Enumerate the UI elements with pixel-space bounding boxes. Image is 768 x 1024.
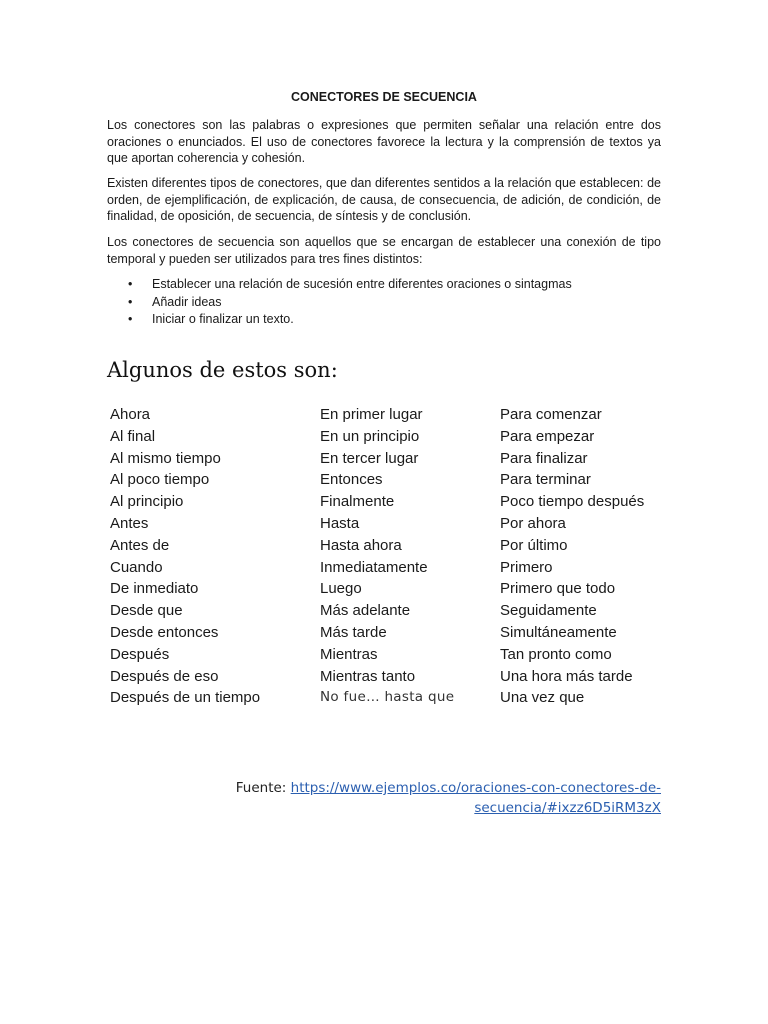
connector-item: Ahora <box>110 406 151 423</box>
list-item <box>107 311 572 329</box>
connector-item: Tan pronto como <box>500 645 612 663</box>
source-link-line-2: secuencia/#ixzz6D5iRM3zX <box>474 800 661 816</box>
purpose-list <box>107 276 572 329</box>
connector-item: Primero <box>500 558 553 576</box>
connector-item: Entonces <box>320 471 383 489</box>
connector-item: Finalmente <box>320 493 395 511</box>
document-title: CONECTORES DE SECUENCIA <box>291 90 477 104</box>
connector-item: Después <box>110 645 170 663</box>
connector-item: Una hora más tarde <box>500 667 633 685</box>
connector-item: Luego <box>320 580 362 598</box>
bullet-icon: • <box>128 312 133 326</box>
connector-item: Antes de <box>110 536 170 554</box>
bullet-icon: • <box>128 277 133 291</box>
connector-item: Seguidamente <box>500 602 597 620</box>
connector-item: Desde que <box>110 602 183 620</box>
connectors-column-1 <box>110 404 260 709</box>
source-link-line-1: https://www.ejemplos.co/oraciones-con-conectores-de- <box>290 780 661 796</box>
list-item <box>107 276 572 294</box>
paragraph-types: Existen diferentes tipos de conectores, que dan diferentes sentidos a la relación que establecen: de orden, de ejemplificación, de explicación, de causa, de consecuencia, de adición, de condición, de finalidad, de oposición, de secuencia, de síntesis y de conclusión. <box>107 176 661 223</box>
source-citation <box>201 778 661 818</box>
connector-item: Al final <box>110 427 156 445</box>
connector-item: Por último <box>500 536 568 554</box>
connector-item: Primero que todo <box>500 580 616 598</box>
connector-item: Cuando <box>110 558 163 576</box>
connectors-column-3 <box>500 404 644 709</box>
paragraph-intro: Los conectores son las palabras o expresiones que permiten señalar una relación entre dos oraciones o enunciados. El uso de conectores favorece la lectura y la comprensión de textos ya que aportan coherencia y cohesión. <box>107 118 661 165</box>
list-item <box>107 294 572 312</box>
section-subtitle: Algunos de estos son: <box>107 358 338 382</box>
connectors-column-2 <box>320 404 454 709</box>
connector-item: No fue… hasta que <box>320 689 455 706</box>
list-item-text: Establecer una relación de sucesión entre diferentes oraciones o sintagmas <box>152 277 572 291</box>
connector-item: Mientras <box>320 645 378 663</box>
connector-item: Después de un tiempo <box>110 689 261 707</box>
connector-item: Para terminar <box>500 471 591 489</box>
connector-item: Poco tiempo después <box>500 493 645 511</box>
list-item-text: Iniciar o finalizar un texto. <box>152 312 294 326</box>
connector-item: Para empezar <box>500 427 595 445</box>
connector-item: Antes <box>110 514 149 532</box>
connector-item: Una vez que <box>500 689 585 707</box>
connector-item: Inmediatamente <box>320 558 428 576</box>
connector-item: Mientras tanto <box>320 667 416 685</box>
connector-item: Desde entonces <box>110 623 219 641</box>
source-link[interactable] <box>291 780 661 816</box>
connector-item: Más tarde <box>320 623 387 641</box>
connector-item: De inmediato <box>110 580 199 598</box>
connector-item: Hasta <box>320 514 360 532</box>
bullet-icon: • <box>128 294 133 309</box>
connector-item: Simultáneamente <box>500 623 617 641</box>
connector-item: Por ahora <box>500 514 566 532</box>
connector-item: Al poco tiempo <box>110 471 210 489</box>
connector-item: Después de eso <box>110 667 219 685</box>
connector-item: Al principio <box>110 493 184 511</box>
list-item-text: Añadir ideas <box>152 294 222 309</box>
connector-item: Más adelante <box>320 602 411 620</box>
paragraph-sequence: Los conectores de secuencia son aquellos que se encargan de establecer una conexión de tipo temporal y pueden ser utilizados para tres fines distintos: <box>107 235 661 266</box>
connector-item: En un principio <box>320 427 420 445</box>
connector-item: En tercer lugar <box>320 449 419 467</box>
connector-item: Para comenzar <box>500 406 602 423</box>
source-label: Fuente: <box>235 780 287 796</box>
connector-item: Para finalizar <box>500 449 588 467</box>
connector-item: En primer lugar <box>320 406 423 423</box>
connector-item: Hasta ahora <box>320 536 402 554</box>
connector-item: Al mismo tiempo <box>110 449 221 467</box>
